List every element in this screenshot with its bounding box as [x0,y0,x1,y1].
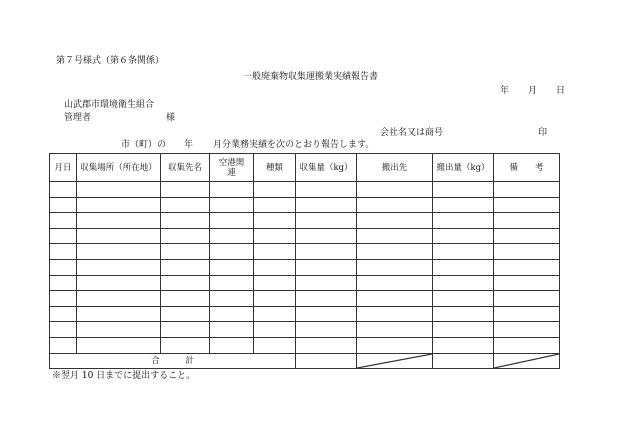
table-cell [210,259,254,275]
table-cell [357,306,433,322]
col-header-airport-label: 空港関連 [218,157,245,178]
honorific: 様 [166,113,176,123]
col-header-location: 収集場所（所在地） [77,154,161,182]
total-collected [296,353,357,368]
table-cell [357,213,433,229]
table-cell [433,275,494,291]
table-cell [50,322,77,338]
table-cell [357,182,433,198]
table-cell [254,322,296,338]
table-body [50,182,560,354]
report-table [49,153,560,369]
table-cell [210,213,254,229]
intro-text: 月分業務実績を次のとおり報告します。 [213,140,375,150]
table-cell [296,337,357,353]
table-cell [357,275,433,291]
table-cell [433,306,494,322]
table-cell [433,197,494,213]
table-row [50,337,560,353]
table-cell [296,228,357,244]
table-cell [357,291,433,307]
table-cell [77,228,161,244]
total-destination-crossed [357,353,433,368]
date-month: 月 [528,86,538,96]
intro-year: 年 [184,140,194,150]
table-cell [357,259,433,275]
table-cell [161,275,210,291]
table-cell [161,259,210,275]
table-cell [296,259,357,275]
table-cell [77,291,161,307]
total-label: 合 計 [50,353,296,368]
table-cell [161,306,210,322]
col-header-type: 種類 [254,154,296,182]
col-header-collected: 収集量（kg） [296,154,357,182]
table-cell [357,197,433,213]
table-cell [161,337,210,353]
table-cell [296,322,357,338]
table-cell [357,244,433,260]
table-cell [433,322,494,338]
table-cell [494,291,560,307]
table-cell [494,213,560,229]
table-row [50,259,560,275]
table-cell [296,291,357,307]
table-cell [50,259,77,275]
total-delivered [433,353,494,368]
date-year: 年 [500,86,510,96]
table-cell [296,182,357,198]
table-cell [161,228,210,244]
table-cell [50,244,77,260]
table-cell [210,275,254,291]
col-header-remarks: 備 考 [494,154,560,182]
table-header-row [50,154,560,182]
table-cell [494,244,560,260]
table-row [50,213,560,229]
company-label: 会社名又は商号 [380,128,444,138]
table-cell [357,322,433,338]
col-header-client: 収集先名 [161,154,210,182]
table-cell [494,337,560,353]
col-header-date: 月日 [50,154,77,182]
table-cell [77,275,161,291]
col-header-airport [210,154,254,182]
table-cell [254,213,296,229]
table-row [50,182,560,198]
report-title: 一般廃棄物収集運搬業実績報告書 [243,72,379,82]
table-cell [161,197,210,213]
table-cell [494,228,560,244]
table-cell [254,197,296,213]
table-cell [254,228,296,244]
col-header-delivered: 搬出量（kg） [433,154,494,182]
table-row [50,291,560,307]
table-cell [433,259,494,275]
table-cell [494,322,560,338]
table-cell [494,259,560,275]
table-cell [77,259,161,275]
total-row [50,353,560,368]
table-cell [77,182,161,198]
table-cell [494,306,560,322]
table-cell [494,197,560,213]
table-row [50,275,560,291]
table-cell [254,275,296,291]
total-remarks-crossed [494,353,560,368]
recipient: 山武郡市環境衛生組合 [64,100,155,110]
table-cell [161,213,210,229]
table-cell [77,322,161,338]
table-cell [296,275,357,291]
form-number: 第７号様式（第６条関係） [56,56,165,66]
table-cell [210,244,254,260]
table-cell [210,291,254,307]
table-cell [433,182,494,198]
table-row [50,306,560,322]
col-header-destination: 搬出先 [357,154,433,182]
table-row [50,322,560,338]
table-row [50,228,560,244]
table-cell [254,337,296,353]
table-cell [296,244,357,260]
manager: 管理者 [64,113,92,123]
table-cell [254,182,296,198]
table-cell [161,291,210,307]
table-cell [210,197,254,213]
table-cell [161,322,210,338]
table-cell [77,213,161,229]
table-cell [50,291,77,307]
table-cell [494,275,560,291]
table-cell [433,213,494,229]
table-cell [210,322,254,338]
table-cell [161,182,210,198]
table-cell [77,306,161,322]
table-cell [296,213,357,229]
table-cell [50,197,77,213]
table-cell [210,306,254,322]
table-cell [77,197,161,213]
table-cell [50,337,77,353]
table-cell [357,228,433,244]
table-cell [50,275,77,291]
table-cell [210,337,254,353]
table-cell [433,291,494,307]
table-cell [254,244,296,260]
seal-mark: 印 [538,128,548,138]
table-cell [210,228,254,244]
footnote: ※翌月 10 日までに提出すること。 [52,371,196,381]
table-cell [50,228,77,244]
table-cell [296,306,357,322]
table-cell [433,244,494,260]
table-row [50,197,560,213]
table-cell [296,197,357,213]
table-cell [433,337,494,353]
table-cell [50,182,77,198]
intro-city: 市（町）の [121,140,167,150]
table-cell [254,259,296,275]
table-cell [50,213,77,229]
table-cell [254,291,296,307]
table-cell [161,244,210,260]
date-day: 日 [556,86,566,96]
table-cell [357,337,433,353]
table-cell [254,306,296,322]
table-row [50,244,560,260]
table-cell [210,182,254,198]
table-cell [433,228,494,244]
table-cell [494,182,560,198]
table-cell [50,306,77,322]
table-cell [77,337,161,353]
table-cell [77,244,161,260]
